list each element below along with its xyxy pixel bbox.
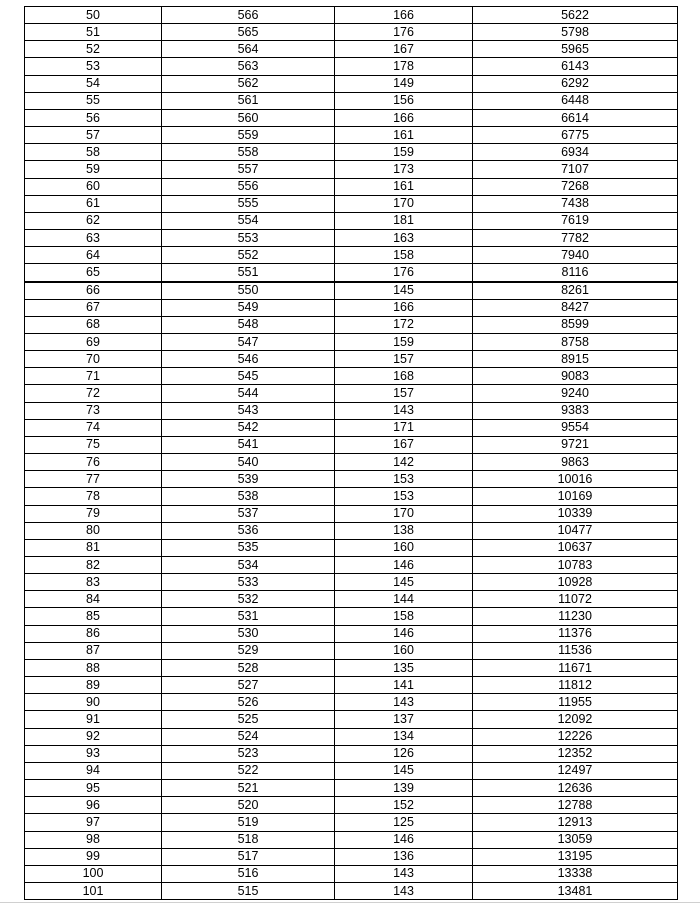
table-row [25, 161, 678, 178]
table-row [25, 608, 678, 625]
score-cell: 547 [162, 333, 335, 350]
rank-cell: 95 [25, 780, 162, 797]
count-cell: 141 [335, 677, 473, 694]
score-cell: 527 [162, 677, 335, 694]
score-cell: 540 [162, 454, 335, 471]
score-cell: 532 [162, 591, 335, 608]
table-row [25, 677, 678, 694]
count-cell: 125 [335, 814, 473, 831]
table-row [25, 92, 678, 109]
rank-cell: 65 [25, 264, 162, 282]
rank-cell: 53 [25, 58, 162, 75]
rank-cell: 70 [25, 351, 162, 368]
count-cell: 159 [335, 144, 473, 161]
cumulative-cell: 6143 [473, 58, 678, 75]
score-cell: 548 [162, 316, 335, 333]
table-row [25, 195, 678, 212]
cumulative-cell: 12352 [473, 745, 678, 762]
score-cell: 562 [162, 75, 335, 92]
score-cell: 521 [162, 780, 335, 797]
count-cell: 170 [335, 505, 473, 522]
rank-cell: 76 [25, 454, 162, 471]
cumulative-cell: 13481 [473, 882, 678, 899]
table-row [25, 127, 678, 144]
count-cell: 163 [335, 230, 473, 247]
table-row [25, 436, 678, 453]
count-cell: 145 [335, 574, 473, 591]
rank-cell: 52 [25, 41, 162, 58]
cumulative-cell: 5965 [473, 41, 678, 58]
rank-cell: 94 [25, 762, 162, 779]
rank-cell: 62 [25, 212, 162, 229]
count-cell: 170 [335, 195, 473, 212]
cumulative-cell: 9863 [473, 454, 678, 471]
table-row [25, 41, 678, 58]
cumulative-cell: 11955 [473, 694, 678, 711]
table-row [25, 780, 678, 797]
count-cell: 178 [335, 58, 473, 75]
count-cell: 146 [335, 557, 473, 574]
table-row [25, 316, 678, 333]
count-cell: 137 [335, 711, 473, 728]
rank-cell: 64 [25, 247, 162, 264]
count-cell: 139 [335, 780, 473, 797]
table-row [25, 351, 678, 368]
table-row [25, 282, 678, 300]
rank-cell: 60 [25, 178, 162, 195]
rank-cell: 82 [25, 557, 162, 574]
rank-cell: 75 [25, 436, 162, 453]
score-cell: 545 [162, 368, 335, 385]
table-row [25, 402, 678, 419]
rank-cell: 78 [25, 488, 162, 505]
table-row [25, 24, 678, 41]
count-cell: 161 [335, 127, 473, 144]
count-cell: 160 [335, 642, 473, 659]
count-cell: 152 [335, 797, 473, 814]
rank-cell: 98 [25, 831, 162, 848]
table-row [25, 212, 678, 229]
rank-cell: 79 [25, 505, 162, 522]
count-cell: 143 [335, 865, 473, 882]
score-cell: 556 [162, 178, 335, 195]
score-cell: 560 [162, 109, 335, 126]
score-cell: 519 [162, 814, 335, 831]
score-cell: 561 [162, 92, 335, 109]
cumulative-cell: 6934 [473, 144, 678, 161]
cumulative-cell: 10637 [473, 539, 678, 556]
score-cell: 552 [162, 247, 335, 264]
count-cell: 160 [335, 539, 473, 556]
score-cell: 516 [162, 865, 335, 882]
score-cell: 553 [162, 230, 335, 247]
cumulative-cell: 8599 [473, 316, 678, 333]
cumulative-cell: 9721 [473, 436, 678, 453]
rank-cell: 84 [25, 591, 162, 608]
cumulative-cell: 5798 [473, 24, 678, 41]
table-row [25, 488, 678, 505]
table-row [25, 7, 678, 24]
table-row [25, 882, 678, 899]
table-row [25, 591, 678, 608]
count-cell: 159 [335, 333, 473, 350]
count-cell: 161 [335, 178, 473, 195]
count-cell: 138 [335, 522, 473, 539]
rank-cell: 93 [25, 745, 162, 762]
table-row [25, 75, 678, 92]
rank-cell: 73 [25, 402, 162, 419]
count-cell: 153 [335, 471, 473, 488]
count-cell: 145 [335, 762, 473, 779]
count-cell: 167 [335, 436, 473, 453]
table-row [25, 368, 678, 385]
rank-cell: 66 [25, 282, 162, 300]
cumulative-cell: 10169 [473, 488, 678, 505]
score-cell: 549 [162, 299, 335, 316]
table-row [25, 711, 678, 728]
count-cell: 166 [335, 299, 473, 316]
rank-cell: 100 [25, 865, 162, 882]
rank-cell: 50 [25, 7, 162, 24]
score-cell: 515 [162, 882, 335, 899]
rank-cell: 69 [25, 333, 162, 350]
count-cell: 167 [335, 41, 473, 58]
score-cell: 524 [162, 728, 335, 745]
rank-cell: 55 [25, 92, 162, 109]
data-table [24, 6, 678, 900]
cumulative-cell: 6775 [473, 127, 678, 144]
cumulative-cell: 13059 [473, 831, 678, 848]
cumulative-cell: 13338 [473, 865, 678, 882]
rank-cell: 77 [25, 471, 162, 488]
table-row [25, 264, 678, 282]
score-cell: 517 [162, 848, 335, 865]
score-cell: 518 [162, 831, 335, 848]
cumulative-cell: 11671 [473, 659, 678, 676]
score-cell: 564 [162, 41, 335, 58]
score-cell: 522 [162, 762, 335, 779]
count-cell: 181 [335, 212, 473, 229]
score-cell: 541 [162, 436, 335, 453]
cumulative-cell: 12913 [473, 814, 678, 831]
rank-cell: 72 [25, 385, 162, 402]
table-row [25, 539, 678, 556]
count-cell: 157 [335, 385, 473, 402]
rank-cell: 54 [25, 75, 162, 92]
table-row [25, 745, 678, 762]
rank-cell: 61 [25, 195, 162, 212]
rank-cell: 58 [25, 144, 162, 161]
table-row [25, 144, 678, 161]
rank-cell: 89 [25, 677, 162, 694]
cumulative-cell: 10783 [473, 557, 678, 574]
table-row [25, 865, 678, 882]
score-cell: 563 [162, 58, 335, 75]
rank-cell: 71 [25, 368, 162, 385]
score-cell: 554 [162, 212, 335, 229]
cumulative-cell: 7268 [473, 178, 678, 195]
table-row [25, 797, 678, 814]
table-row [25, 848, 678, 865]
rank-cell: 74 [25, 419, 162, 436]
count-cell: 143 [335, 694, 473, 711]
cumulative-cell: 12226 [473, 728, 678, 745]
score-cell: 538 [162, 488, 335, 505]
count-cell: 168 [335, 368, 473, 385]
table-row [25, 109, 678, 126]
table-row [25, 659, 678, 676]
score-cell: 531 [162, 608, 335, 625]
cumulative-cell: 5622 [473, 7, 678, 24]
cumulative-cell: 8261 [473, 282, 678, 300]
cumulative-cell: 8915 [473, 351, 678, 368]
table-row [25, 642, 678, 659]
rank-cell: 85 [25, 608, 162, 625]
count-cell: 173 [335, 161, 473, 178]
rank-cell: 90 [25, 694, 162, 711]
cumulative-cell: 10339 [473, 505, 678, 522]
table-row [25, 522, 678, 539]
count-cell: 126 [335, 745, 473, 762]
cumulative-cell: 10928 [473, 574, 678, 591]
table-row [25, 831, 678, 848]
cumulative-cell: 11536 [473, 642, 678, 659]
rank-cell: 97 [25, 814, 162, 831]
score-cell: 536 [162, 522, 335, 539]
cumulative-cell: 8758 [473, 333, 678, 350]
rank-cell: 96 [25, 797, 162, 814]
cumulative-cell: 7107 [473, 161, 678, 178]
count-cell: 143 [335, 402, 473, 419]
score-cell: 528 [162, 659, 335, 676]
score-cell: 525 [162, 711, 335, 728]
count-cell: 145 [335, 282, 473, 300]
rank-cell: 68 [25, 316, 162, 333]
count-cell: 156 [335, 92, 473, 109]
table-row [25, 471, 678, 488]
table-row [25, 419, 678, 436]
cumulative-cell: 12092 [473, 711, 678, 728]
rank-cell: 57 [25, 127, 162, 144]
cumulative-cell: 6292 [473, 75, 678, 92]
cumulative-cell: 8116 [473, 264, 678, 282]
score-cell: 529 [162, 642, 335, 659]
score-cell: 557 [162, 161, 335, 178]
count-cell: 166 [335, 109, 473, 126]
count-cell: 136 [335, 848, 473, 865]
table-row [25, 385, 678, 402]
rank-cell: 67 [25, 299, 162, 316]
count-cell: 172 [335, 316, 473, 333]
rank-cell: 63 [25, 230, 162, 247]
count-cell: 134 [335, 728, 473, 745]
cumulative-cell: 11812 [473, 677, 678, 694]
table-row [25, 247, 678, 264]
page-bottom-divider [0, 902, 700, 903]
count-cell: 153 [335, 488, 473, 505]
cumulative-cell: 11376 [473, 625, 678, 642]
rank-cell: 101 [25, 882, 162, 899]
cumulative-cell: 6614 [473, 109, 678, 126]
table-row [25, 574, 678, 591]
score-cell: 555 [162, 195, 335, 212]
table-row [25, 178, 678, 195]
rank-cell: 80 [25, 522, 162, 539]
count-cell: 143 [335, 882, 473, 899]
rank-cell: 87 [25, 642, 162, 659]
cumulative-cell: 9383 [473, 402, 678, 419]
cumulative-cell: 11072 [473, 591, 678, 608]
count-cell: 171 [335, 419, 473, 436]
table-body [25, 7, 678, 900]
table-row [25, 230, 678, 247]
score-cell: 546 [162, 351, 335, 368]
rank-cell: 99 [25, 848, 162, 865]
table-row [25, 505, 678, 522]
score-cell: 534 [162, 557, 335, 574]
score-cell: 542 [162, 419, 335, 436]
cumulative-cell: 10477 [473, 522, 678, 539]
cumulative-cell: 6448 [473, 92, 678, 109]
score-cell: 535 [162, 539, 335, 556]
table-row [25, 58, 678, 75]
cumulative-cell: 11230 [473, 608, 678, 625]
cumulative-cell: 12636 [473, 780, 678, 797]
count-cell: 149 [335, 75, 473, 92]
cumulative-cell: 9083 [473, 368, 678, 385]
count-cell: 135 [335, 659, 473, 676]
rank-cell: 91 [25, 711, 162, 728]
cumulative-cell: 9240 [473, 385, 678, 402]
score-cell: 533 [162, 574, 335, 591]
count-cell: 146 [335, 625, 473, 642]
rank-cell: 51 [25, 24, 162, 41]
rank-cell: 83 [25, 574, 162, 591]
cumulative-cell: 8427 [473, 299, 678, 316]
table-row [25, 625, 678, 642]
cumulative-cell: 10016 [473, 471, 678, 488]
score-cell: 565 [162, 24, 335, 41]
score-cell: 559 [162, 127, 335, 144]
table-row [25, 557, 678, 574]
score-cell: 566 [162, 7, 335, 24]
score-cell: 537 [162, 505, 335, 522]
table-row [25, 762, 678, 779]
rank-cell: 88 [25, 659, 162, 676]
score-cell: 539 [162, 471, 335, 488]
rank-cell: 86 [25, 625, 162, 642]
count-cell: 176 [335, 24, 473, 41]
score-cell: 550 [162, 282, 335, 300]
table-row [25, 694, 678, 711]
cumulative-cell: 7619 [473, 212, 678, 229]
rank-cell: 59 [25, 161, 162, 178]
cumulative-cell: 12497 [473, 762, 678, 779]
cumulative-cell: 7782 [473, 230, 678, 247]
cumulative-cell: 12788 [473, 797, 678, 814]
rank-cell: 81 [25, 539, 162, 556]
count-cell: 176 [335, 264, 473, 282]
rank-cell: 56 [25, 109, 162, 126]
score-cell: 520 [162, 797, 335, 814]
count-cell: 158 [335, 247, 473, 264]
count-cell: 142 [335, 454, 473, 471]
count-cell: 146 [335, 831, 473, 848]
rank-cell: 92 [25, 728, 162, 745]
score-cell: 543 [162, 402, 335, 419]
cumulative-cell: 7438 [473, 195, 678, 212]
table-row [25, 814, 678, 831]
score-cell: 526 [162, 694, 335, 711]
table-row [25, 728, 678, 745]
cumulative-cell: 9554 [473, 419, 678, 436]
score-cell: 551 [162, 264, 335, 282]
table-row [25, 333, 678, 350]
score-cell: 558 [162, 144, 335, 161]
count-cell: 158 [335, 608, 473, 625]
table-row [25, 299, 678, 316]
cumulative-cell: 13195 [473, 848, 678, 865]
count-cell: 166 [335, 7, 473, 24]
score-cell: 523 [162, 745, 335, 762]
score-cell: 544 [162, 385, 335, 402]
table-row [25, 454, 678, 471]
score-cell: 530 [162, 625, 335, 642]
cumulative-cell: 7940 [473, 247, 678, 264]
count-cell: 157 [335, 351, 473, 368]
count-cell: 144 [335, 591, 473, 608]
